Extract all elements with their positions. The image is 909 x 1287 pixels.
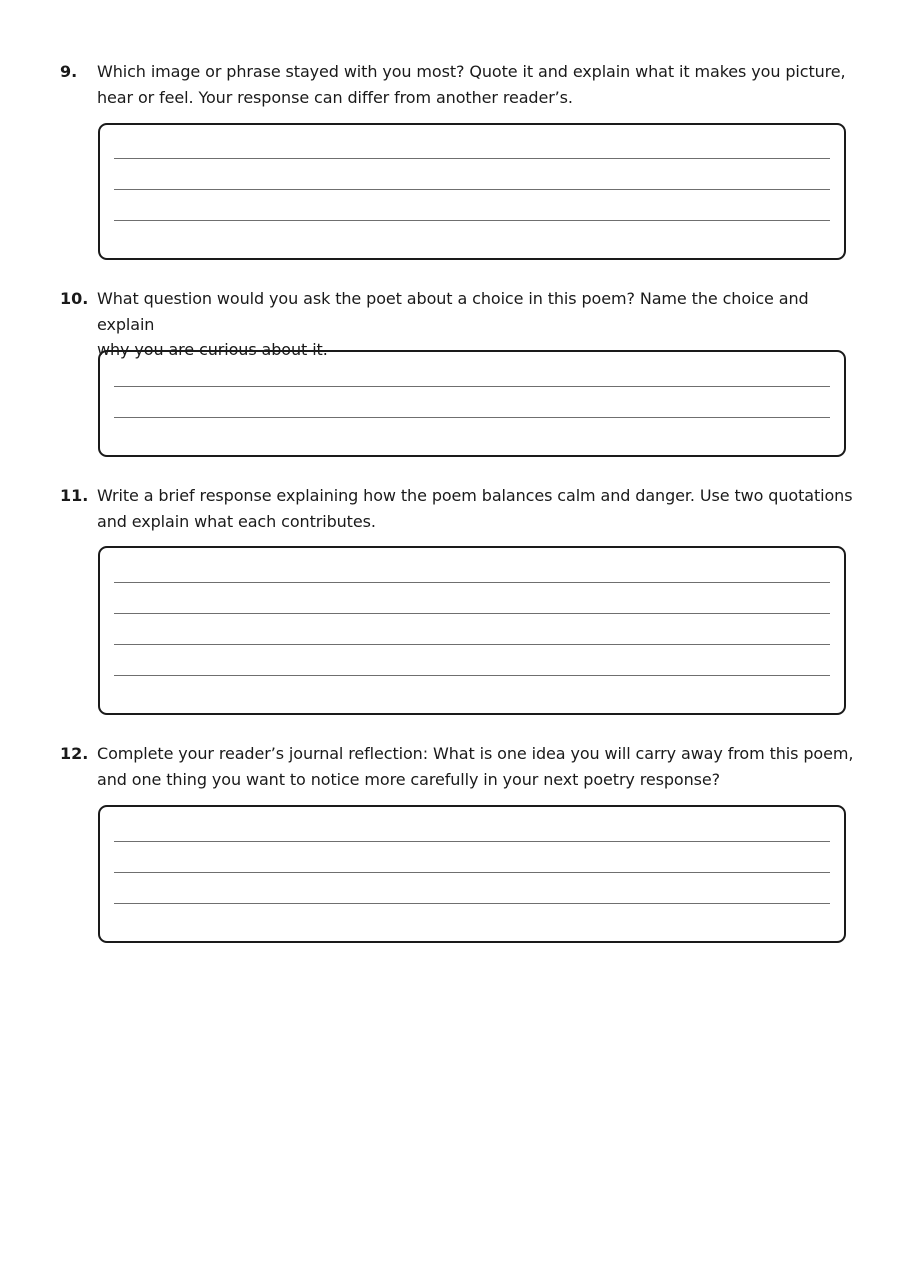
question-number: 9. [60,62,78,81]
question-number: 12. [60,744,89,763]
writing-line [114,386,830,387]
question-text-line: and one thing you want to notice more carefully in your next poetry response? [97,769,721,789]
writing-line [114,644,830,645]
answer-box[interactable] [98,805,846,943]
question-text [97,741,857,792]
writing-line [114,675,830,676]
writing-line [114,189,830,190]
writing-line [114,613,830,614]
writing-line [114,158,830,159]
writing-line [114,841,830,842]
question-text-line: Write a brief response explaining how the poem balances calm and danger. Use two quotations [97,486,853,505]
question-text-line: hear or feel. Your response can differ from another reader’s. [97,87,573,107]
question-number: 11. [60,486,89,505]
question-number: 10. [60,289,89,308]
writing-line [114,903,830,904]
answer-box[interactable] [98,350,846,457]
question-text-line: why you are curious about it. [97,340,328,359]
writing-line [114,220,830,221]
writing-line [114,872,830,873]
question-text-line: What question would you ask the poet about a choice in this poem? Name the choice and explain [97,289,809,334]
question-text [97,59,857,110]
answer-box[interactable] [98,546,846,715]
writing-line [114,417,830,418]
question-text-line: Complete your reader’s journal reflection: What is one idea you will carry away from this poem, [97,744,854,763]
question-text [97,483,857,534]
question-text-line: Which image or phrase stayed with you most? Quote it and explain what it makes you picture, [97,62,846,81]
answer-box[interactable] [98,123,846,260]
writing-line [114,582,830,583]
question-text-line: and explain what each contributes. [97,511,376,531]
